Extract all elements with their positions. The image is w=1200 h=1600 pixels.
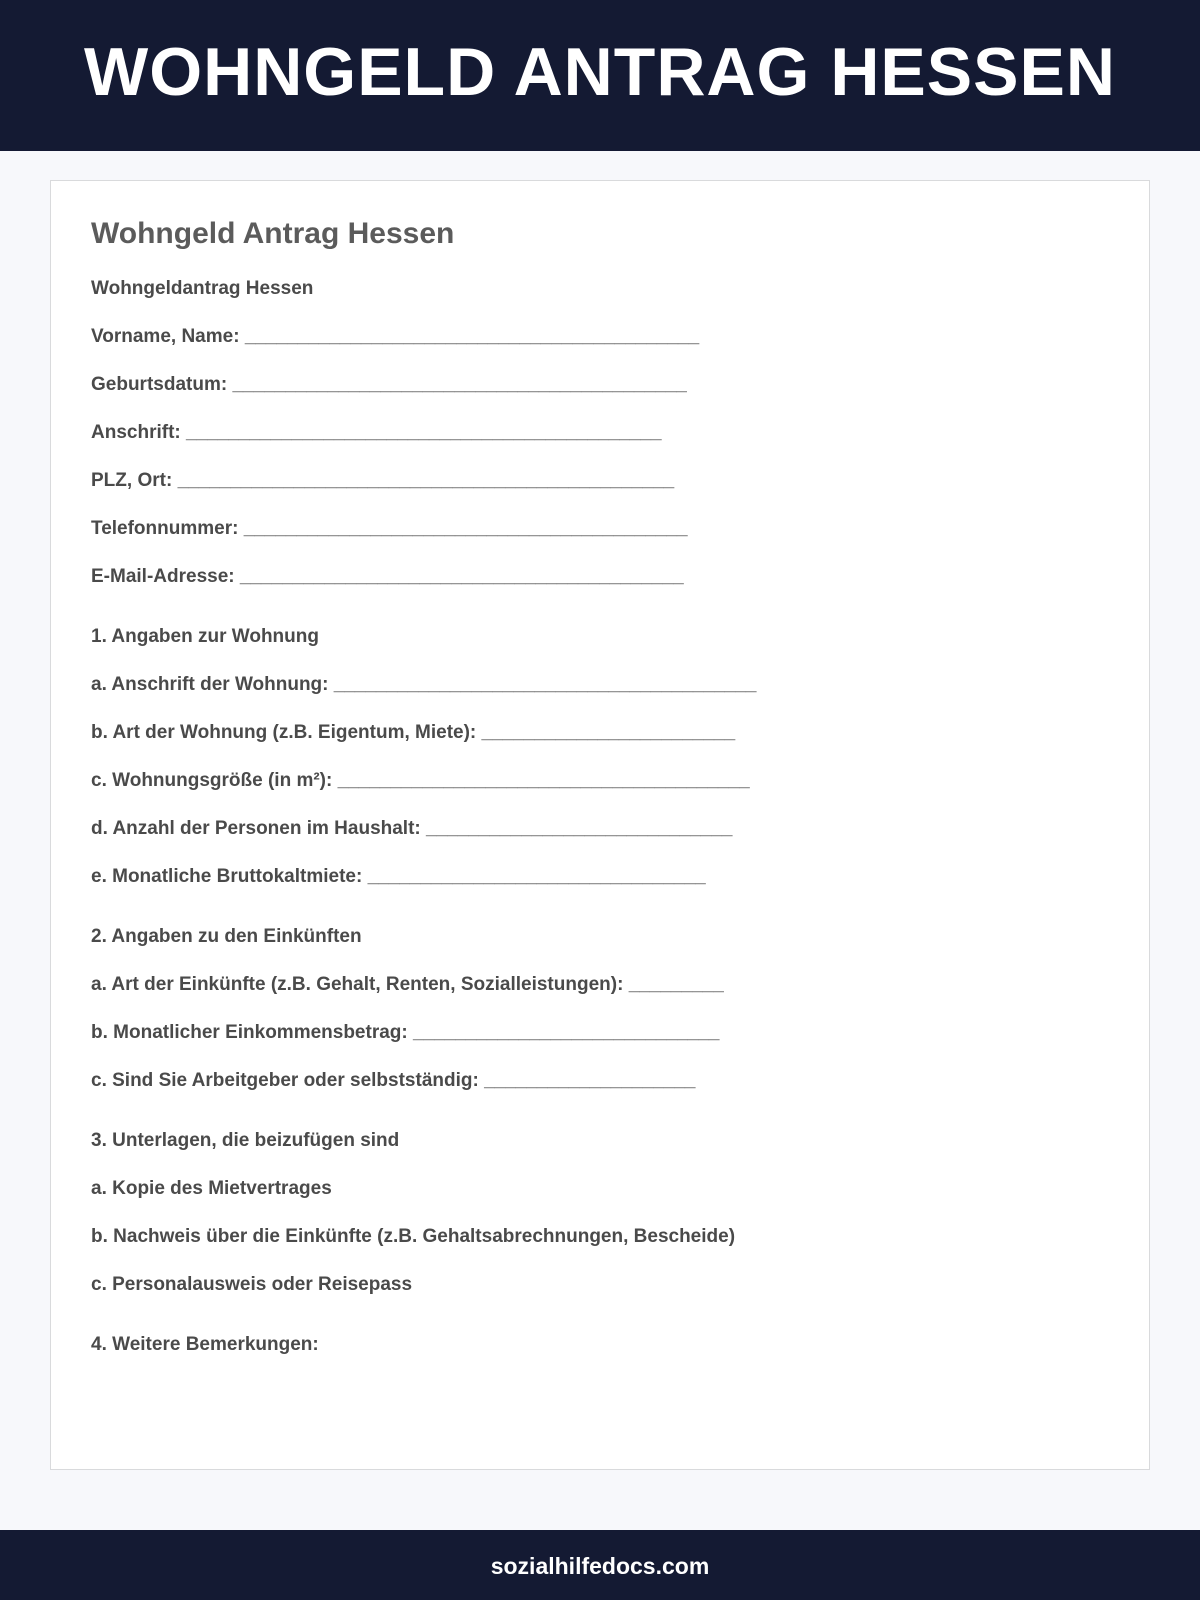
blank-line[interactable]: _______________________________________ — [337, 770, 750, 791]
section-heading-bemerkungen: 4. Weitere Bemerkungen: — [91, 1334, 319, 1355]
field-geburtsdatum — [91, 374, 687, 396]
document-card — [50, 180, 1150, 1470]
field-label: PLZ, Ort: — [91, 470, 173, 491]
field-label: e. Monatliche Bruttokaltmiete: — [91, 866, 363, 887]
blank-line[interactable]: ____________________ — [484, 1070, 696, 1091]
field-label: Anschrift: — [91, 422, 181, 443]
banner-title: WOHNGELD ANTRAG HESSEN — [84, 33, 1116, 110]
section-heading-unterlagen: 3. Unterlagen, die beizufügen sind — [91, 1130, 400, 1151]
blank-line[interactable]: ___________________________________________ — [244, 326, 700, 347]
field-label: b. Art der Wohnung (z.B. Eigentum, Miete): — [91, 722, 477, 743]
section-heading-einkuenfte: 2. Angaben zu den Einkünften — [91, 926, 362, 947]
field-wohnungsgroesse — [91, 770, 750, 792]
field-anschrift-wohnung — [91, 674, 756, 696]
page-banner — [0, 0, 1200, 151]
field-label: a. Anschrift der Wohnung: — [91, 674, 329, 695]
field-einkommensbetrag — [91, 1022, 719, 1044]
list-item-ausweis: c. Personalausweis oder Reisepass — [91, 1274, 413, 1295]
blank-line[interactable]: ________________________________________ — [333, 674, 757, 695]
field-bruttokaltmiete — [91, 866, 706, 888]
list-item-einkommensnachweis: b. Nachweis über die Einkünfte (z.B. Gehaltsabrechnungen, Bescheide) — [91, 1226, 736, 1247]
blank-line[interactable]: ________________________________ — [367, 866, 706, 887]
field-label: d. Anzahl der Personen im Haushalt: — [91, 818, 421, 839]
field-label: a. Art der Einkünfte (z.B. Gehalt, Renten, Sozialleistungen): — [91, 974, 624, 995]
field-plz-ort — [91, 470, 674, 492]
page-footer — [0, 1530, 1200, 1600]
field-anschrift — [91, 422, 662, 444]
field-label: Telefonnummer: — [91, 518, 239, 539]
field-label: b. Monatlicher Einkommensbetrag: — [91, 1022, 408, 1043]
field-art-wohnung — [91, 722, 735, 744]
blank-line[interactable]: ___________________________________________ — [232, 374, 687, 395]
field-telefonnummer — [91, 518, 688, 540]
field-arbeitgeber-selbststaendig — [91, 1070, 695, 1092]
section-heading-wohnung: 1. Angaben zur Wohnung — [91, 626, 319, 647]
list-item-mietvertrag: a. Kopie des Mietvertrages — [91, 1178, 332, 1199]
document-subtitle: Wohngeldantrag Hessen — [91, 278, 314, 299]
blank-line[interactable]: __________________________________________ — [239, 566, 684, 587]
field-label: E-Mail-Adresse: — [91, 566, 235, 587]
field-vorname-name — [91, 326, 699, 348]
blank-line[interactable]: __________________________________________ — [243, 518, 688, 539]
blank-line[interactable]: _______________________________________________ — [177, 470, 675, 491]
document-title: Wohngeld Antrag Hessen — [91, 217, 455, 250]
field-label: c. Sind Sie Arbeitgeber oder selbstständig: — [91, 1070, 479, 1091]
field-art-einkuenfte — [91, 974, 724, 996]
field-label: Geburtsdatum: — [91, 374, 228, 395]
field-label: c. Wohnungsgröße (in m²): — [91, 770, 333, 791]
field-email — [91, 566, 684, 588]
field-anzahl-personen — [91, 818, 732, 840]
blank-line[interactable]: ________________________ — [481, 722, 736, 743]
field-label: Vorname, Name: — [91, 326, 240, 347]
blank-line[interactable]: _____________________________________________ — [186, 422, 662, 443]
footer-site-name: sozialhilfedocs.com — [490, 1552, 710, 1579]
blank-line[interactable]: _____________________________ — [426, 818, 733, 839]
blank-line[interactable]: _____________________________ — [413, 1022, 720, 1043]
blank-line[interactable]: _________ — [628, 974, 724, 995]
